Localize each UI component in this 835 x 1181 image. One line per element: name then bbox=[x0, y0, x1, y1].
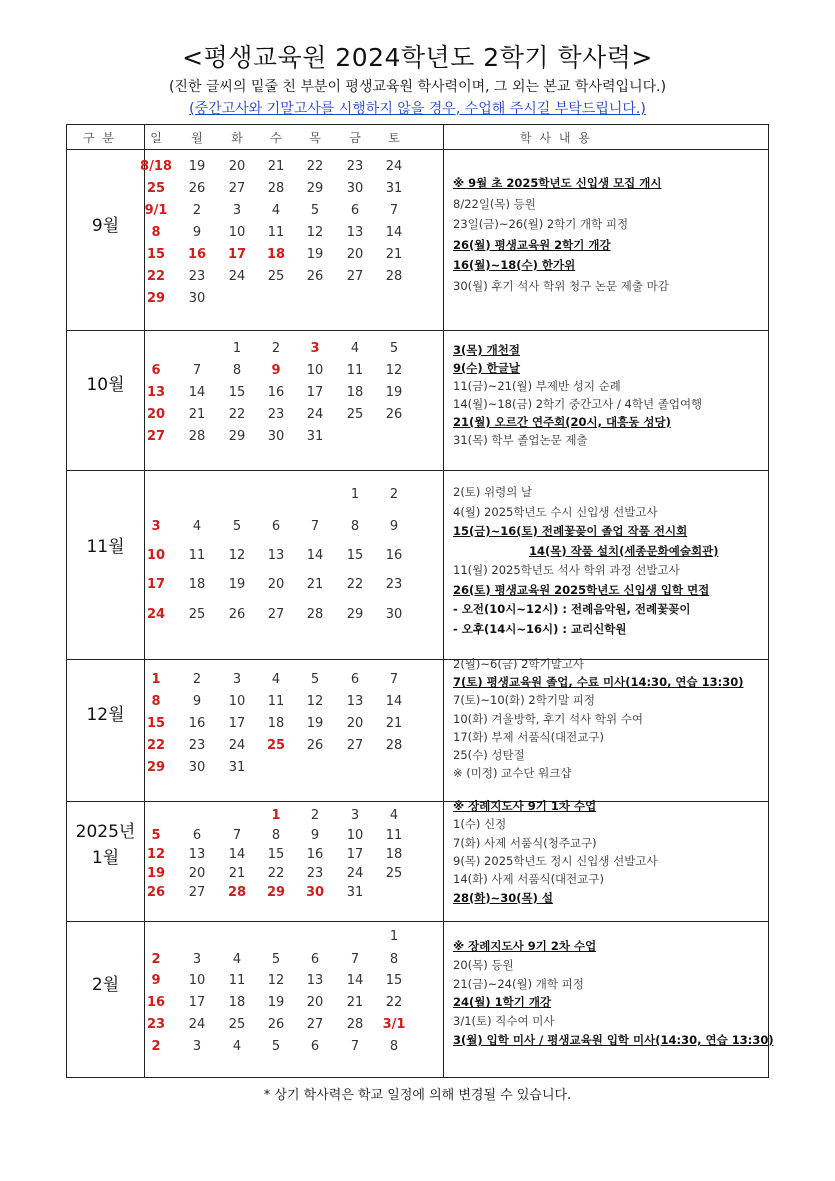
schedule-item: 3/1(토) 직수여 미사 bbox=[453, 1014, 555, 1029]
calendar-day: 12 bbox=[385, 363, 403, 378]
calendar-day: 4 bbox=[271, 672, 281, 687]
schedule-item: ※ (미정) 교수단 워크샵 bbox=[453, 766, 572, 781]
calendar-day: 18 bbox=[228, 995, 246, 1010]
calendar-day: 25 bbox=[385, 866, 403, 881]
calendar-day: 26 bbox=[228, 607, 246, 622]
calendar-day: 12 bbox=[267, 973, 285, 988]
calendar-day: 22 bbox=[346, 577, 364, 592]
calendar-day: 21 bbox=[267, 159, 285, 174]
calendar-day: 11 bbox=[228, 973, 246, 988]
calendar-day: 4 bbox=[271, 203, 281, 218]
calendar-day: 4 bbox=[350, 341, 360, 356]
schedule-item: 28(화)~30(목) 설 bbox=[453, 890, 553, 905]
calendar-day: 22 bbox=[306, 159, 324, 174]
calendar-day: 7 bbox=[310, 519, 320, 534]
calendar-day: 16 bbox=[267, 385, 285, 400]
schedule-item: 17(화) 부제 서품식(대전교구) bbox=[453, 729, 604, 744]
calendar-day: 16 bbox=[146, 995, 166, 1010]
calendar-day: 9 bbox=[151, 973, 161, 988]
header-weekday: 월 bbox=[191, 131, 203, 145]
calendar-day: 25 bbox=[188, 607, 206, 622]
calendar-day: 11 bbox=[346, 363, 364, 378]
calendar-day: 7 bbox=[350, 1039, 360, 1054]
calendar-day: 29 bbox=[146, 291, 166, 306]
calendar-day: 19 bbox=[385, 385, 403, 400]
schedule-item: 21(금)~24(월) 개학 피정 bbox=[453, 976, 584, 991]
schedule-item: 11(금)~21(월) 부제반 성지 순례 bbox=[453, 379, 621, 393]
schedule-item: 3(목) 개천절 bbox=[453, 343, 520, 357]
calendar-day: 27 bbox=[146, 429, 166, 444]
calendar-day: 16 bbox=[306, 847, 324, 862]
calendar-day: 23 bbox=[306, 866, 324, 881]
schedule-item: 23일(금)~26(월) 2학기 개학 피정 bbox=[453, 217, 629, 231]
calendar-day: 24 bbox=[306, 407, 324, 422]
schedule-item: 31(목) 학부 졸업논문 제출 bbox=[453, 433, 588, 447]
schedule-item: ※ 9월 초 2025학년도 신입생 모집 개시 bbox=[453, 176, 662, 190]
calendar-day: 18 bbox=[266, 247, 286, 262]
calendar-day: 14 bbox=[188, 385, 206, 400]
calendar-day: 25 bbox=[146, 181, 166, 196]
calendar-day: 18 bbox=[267, 716, 285, 731]
calendar-day: 2 bbox=[151, 952, 161, 967]
section-divider bbox=[67, 470, 768, 471]
calendar-day: 29 bbox=[306, 181, 324, 196]
calendar-day: 20 bbox=[306, 995, 324, 1010]
month-label: 9월 bbox=[91, 216, 120, 236]
calendar-day: 17 bbox=[227, 247, 247, 262]
calendar-day: 27 bbox=[267, 607, 285, 622]
calendar-day: 26 bbox=[306, 738, 324, 753]
calendar-day: 5 bbox=[389, 341, 399, 356]
calendar-day: 19 bbox=[267, 995, 285, 1010]
calendar-day: 29 bbox=[266, 885, 286, 900]
calendar-day: 8 bbox=[271, 828, 281, 843]
calendar-day: 8/18 bbox=[140, 159, 172, 174]
month-label: 10월 bbox=[86, 375, 125, 395]
month-label: 2월 bbox=[91, 975, 120, 995]
calendar-day: 25 bbox=[266, 738, 286, 753]
calendar-day: 26 bbox=[306, 269, 324, 284]
calendar-day: 16 bbox=[385, 548, 403, 563]
calendar-day: 11 bbox=[267, 694, 285, 709]
calendar-day: 22 bbox=[267, 866, 285, 881]
calendar-day: 8 bbox=[232, 363, 242, 378]
calendar-day: 7 bbox=[389, 672, 399, 687]
schedule-item: 14(목) 작품 설치(세종문화예술회관) bbox=[529, 543, 719, 558]
calendar-day: 27 bbox=[306, 1017, 324, 1032]
calendar-day: 26 bbox=[385, 407, 403, 422]
calendar-day: 2 bbox=[389, 487, 399, 502]
calendar-day: 12 bbox=[306, 225, 324, 240]
schedule-item: 7(토) 평생교육원 졸업, 수료 미사(14:30, 연습 13:30) bbox=[453, 675, 744, 690]
calendar-day: 13 bbox=[267, 548, 285, 563]
calendar-day: 14 bbox=[346, 973, 364, 988]
header-content: 학 사 내 용 bbox=[520, 131, 592, 145]
calendar-day: 12 bbox=[146, 847, 166, 862]
calendar-day: 3 bbox=[310, 341, 320, 356]
column-divider bbox=[144, 125, 145, 1077]
calendar-day: 26 bbox=[267, 1017, 285, 1032]
calendar-day: 14 bbox=[228, 847, 246, 862]
schedule-item: ※ 장례지도사 9기 2차 수업 bbox=[453, 939, 597, 953]
month-label: 11월 bbox=[86, 537, 125, 557]
calendar-day: 9 bbox=[192, 694, 202, 709]
calendar-day: 27 bbox=[188, 885, 206, 900]
calendar-day: 6 bbox=[151, 363, 161, 378]
calendar-day: 20 bbox=[346, 716, 364, 731]
schedule-item: 24(월) 1학기 개강 bbox=[453, 995, 552, 1010]
calendar-day: 23 bbox=[385, 577, 403, 592]
calendar-day: 30 bbox=[305, 885, 325, 900]
calendar-day: 9 bbox=[310, 828, 320, 843]
calendar-day: 28 bbox=[227, 885, 247, 900]
calendar-day: 24 bbox=[228, 738, 246, 753]
calendar-day: 18 bbox=[385, 847, 403, 862]
calendar-day: 7 bbox=[389, 203, 399, 218]
calendar-day: 13 bbox=[346, 225, 364, 240]
header-weekday: 금 bbox=[349, 131, 361, 145]
calendar-day: 22 bbox=[385, 995, 403, 1010]
header-weekday: 목 bbox=[309, 131, 321, 145]
calendar-day: 28 bbox=[267, 181, 285, 196]
schedule-item: 21(월) 오르간 연주회(20시, 대흥동 성당) bbox=[453, 415, 671, 429]
calendar-day: 30 bbox=[188, 291, 206, 306]
calendar-day: 28 bbox=[306, 607, 324, 622]
calendar-day: 27 bbox=[346, 738, 364, 753]
schedule-item: 9(수) 한글날 bbox=[453, 361, 520, 375]
calendar-day: 3 bbox=[232, 672, 242, 687]
calendar-day: 8 bbox=[151, 694, 161, 709]
calendar-day: 20 bbox=[228, 159, 246, 174]
schedule-item: 7(화) 사제 서품식(청주교구) bbox=[453, 835, 597, 850]
calendar-day: 20 bbox=[146, 407, 166, 422]
calendar-day: 31 bbox=[306, 429, 324, 444]
calendar-day: 31 bbox=[385, 181, 403, 196]
calendar-day: 24 bbox=[188, 1017, 206, 1032]
month-label: 2025년 1월 bbox=[75, 822, 136, 868]
schedule-item: 16(월)~18(수) 한가위 bbox=[453, 258, 576, 272]
section-divider bbox=[67, 659, 768, 660]
calendar-day: 6 bbox=[310, 1039, 320, 1054]
section-divider bbox=[67, 921, 768, 922]
calendar-day: 7 bbox=[232, 828, 242, 843]
calendar-day: 28 bbox=[346, 1017, 364, 1032]
schedule-item: - 오전(10시~12시) : 전례음악원, 전례꽃꽂이 bbox=[453, 602, 691, 616]
calendar-day: 10 bbox=[146, 548, 166, 563]
calendar-day: 22 bbox=[146, 738, 166, 753]
calendar-day: 13 bbox=[146, 385, 166, 400]
calendar-day: 31 bbox=[346, 885, 364, 900]
header-weekday: 일 bbox=[150, 131, 162, 145]
calendar-table bbox=[66, 124, 774, 1078]
calendar-day: 6 bbox=[192, 828, 202, 843]
calendar-day: 8 bbox=[350, 519, 360, 534]
calendar-day: 23 bbox=[188, 269, 206, 284]
calendar-day: 27 bbox=[228, 181, 246, 196]
calendar-day: 3 bbox=[192, 1039, 202, 1054]
calendar-day: 15 bbox=[146, 716, 166, 731]
calendar-day: 26 bbox=[146, 885, 166, 900]
calendar-day: 15 bbox=[346, 548, 364, 563]
schedule-item: 14(화) 사제 서품식(대전교구) bbox=[453, 872, 604, 887]
calendar-day: 9 bbox=[192, 225, 202, 240]
schedule-item: 15(금)~16(토) 전례꽃꽂이 졸업 작품 전시회 bbox=[453, 524, 688, 538]
calendar-day: 28 bbox=[188, 429, 206, 444]
calendar-day: 22 bbox=[146, 269, 166, 284]
schedule-item: 3(월) 입학 미사 / 평생교육원 입학 미사(14:30, 연습 13:30) bbox=[453, 1033, 774, 1047]
schedule-item: 9(목) 2025학년도 정시 신입생 선발고사 bbox=[453, 853, 658, 868]
calendar-day: 20 bbox=[267, 577, 285, 592]
calendar-day: 13 bbox=[306, 973, 324, 988]
schedule-item: - 오후(14시~16시) : 교리신학원 bbox=[453, 621, 627, 636]
calendar-day: 23 bbox=[346, 159, 364, 174]
calendar-day: 17 bbox=[346, 847, 364, 862]
calendar-day: 18 bbox=[188, 577, 206, 592]
calendar-day: 9 bbox=[389, 519, 399, 534]
calendar-day: 2 bbox=[271, 341, 281, 356]
calendar-day: 1 bbox=[389, 929, 399, 944]
subtitle-notice: (중간고사와 기말고사를 시행하지 않을 경우, 수업해 주시길 부탁드립니다.) bbox=[189, 101, 646, 117]
schedule-item: 2(토) 위령의 날 bbox=[453, 485, 533, 499]
calendar-day: 2 bbox=[192, 672, 202, 687]
calendar-day: 17 bbox=[306, 385, 324, 400]
column-divider bbox=[443, 125, 444, 1077]
calendar-day: 1 bbox=[271, 808, 281, 823]
schedule-item: 8/22일(목) 등원 bbox=[453, 196, 536, 211]
calendar-day: 4 bbox=[389, 808, 399, 823]
calendar-day: 5 bbox=[310, 203, 320, 218]
calendar-day: 10 bbox=[228, 225, 246, 240]
calendar-day: 21 bbox=[346, 995, 364, 1010]
header-weekday: 수 bbox=[270, 131, 282, 145]
calendar-day: 3 bbox=[232, 203, 242, 218]
calendar-day: 5 bbox=[271, 952, 281, 967]
calendar-day: 12 bbox=[228, 548, 246, 563]
calendar-day: 10 bbox=[188, 973, 206, 988]
calendar-day: 7 bbox=[350, 952, 360, 967]
calendar-day: 13 bbox=[188, 847, 206, 862]
header-divider bbox=[67, 149, 768, 150]
calendar-day: 5 bbox=[151, 828, 161, 843]
page-title: <평생교육원 2024학년도 2학기 학사력> bbox=[182, 43, 653, 72]
header-weekday: 토 bbox=[388, 131, 400, 145]
calendar-day: 30 bbox=[385, 607, 403, 622]
calendar-day: 15 bbox=[267, 847, 285, 862]
calendar-day: 29 bbox=[346, 607, 364, 622]
schedule-item: 30(월) 후기 석사 학위 청구 논문 제출 마감 bbox=[453, 278, 669, 293]
calendar-day: 22 bbox=[228, 407, 246, 422]
calendar-day: 29 bbox=[146, 760, 166, 775]
calendar-day: 25 bbox=[267, 269, 285, 284]
calendar-day: 16 bbox=[187, 247, 207, 262]
calendar-day: 11 bbox=[385, 828, 403, 843]
calendar-day: 17 bbox=[188, 995, 206, 1010]
calendar-day: 2 bbox=[192, 203, 202, 218]
calendar-day: 20 bbox=[188, 866, 206, 881]
calendar-day: 13 bbox=[346, 694, 364, 709]
calendar-day: 17 bbox=[146, 577, 166, 592]
calendar-day: 2 bbox=[310, 808, 320, 823]
calendar-day: 23 bbox=[267, 407, 285, 422]
schedule-item: 11(월) 2025학년도 석사 학위 과정 선발고사 bbox=[453, 563, 680, 577]
calendar-day: 19 bbox=[306, 716, 324, 731]
calendar-day: 21 bbox=[306, 577, 324, 592]
calendar-day: 6 bbox=[350, 203, 360, 218]
schedule-item: 2(월)~6(금) 2학기말고사 bbox=[453, 657, 584, 671]
calendar-day: 11 bbox=[267, 225, 285, 240]
calendar-day: 15 bbox=[146, 247, 166, 262]
calendar-day: 10 bbox=[228, 694, 246, 709]
schedule-item: 4(월) 2025학년도 수시 신입생 선발고사 bbox=[453, 504, 658, 519]
calendar-day: 30 bbox=[346, 181, 364, 196]
header-category: 구 분 bbox=[83, 131, 116, 145]
section-divider bbox=[67, 330, 768, 331]
header-weekday: 화 bbox=[231, 131, 243, 145]
subtitle-legend: (진한 글씨의 밑줄 친 부분이 평생교육원 학사력이며, 그 외는 본교 학사력입니다.) bbox=[168, 79, 667, 95]
calendar-day: 8 bbox=[151, 225, 161, 240]
calendar-day: 25 bbox=[228, 1017, 246, 1032]
calendar-day: 31 bbox=[228, 760, 246, 775]
calendar-day: 2 bbox=[151, 1039, 161, 1054]
calendar-day: 5 bbox=[271, 1039, 281, 1054]
calendar-day: 10 bbox=[346, 828, 364, 843]
calendar-day: 12 bbox=[306, 694, 324, 709]
calendar-day: 17 bbox=[228, 716, 246, 731]
calendar-day: 8 bbox=[389, 1039, 399, 1054]
calendar-day: 30 bbox=[188, 760, 206, 775]
calendar-day: 14 bbox=[306, 548, 324, 563]
schedule-item: ※ 장례지도사 9기 1차 수업 bbox=[453, 799, 597, 813]
calendar-day: 15 bbox=[385, 973, 403, 988]
calendar-day: 5 bbox=[232, 519, 242, 534]
calendar-day: 21 bbox=[385, 716, 403, 731]
calendar-day: 28 bbox=[385, 269, 403, 284]
calendar-day: 25 bbox=[346, 407, 364, 422]
calendar-day: 24 bbox=[146, 607, 166, 622]
footnote: * 상기 학사력은 학교 일정에 의해 변경될 수 있습니다. bbox=[263, 1088, 572, 1103]
calendar-day: 30 bbox=[267, 429, 285, 444]
calendar-day: 7 bbox=[192, 363, 202, 378]
schedule-item: 26(토) 평생교육원 2025학년도 신입생 입학 면접 bbox=[453, 582, 710, 597]
calendar-day: 3 bbox=[192, 952, 202, 967]
calendar-day: 19 bbox=[306, 247, 324, 262]
calendar-day: 23 bbox=[188, 738, 206, 753]
calendar-day: 18 bbox=[346, 385, 364, 400]
calendar-day: 4 bbox=[192, 519, 202, 534]
calendar-day: 4 bbox=[232, 1039, 242, 1054]
calendar-day: 24 bbox=[385, 159, 403, 174]
calendar-day: 21 bbox=[385, 247, 403, 262]
calendar-day: 9/1 bbox=[144, 203, 168, 218]
calendar-day: 19 bbox=[228, 577, 246, 592]
calendar-day: 8 bbox=[389, 952, 399, 967]
schedule-item: 1(수) 신정 bbox=[453, 817, 507, 832]
section-divider bbox=[67, 801, 768, 802]
schedule-item: 26(월) 평생교육원 2학기 개강 bbox=[453, 237, 611, 252]
calendar-day: 3/1 bbox=[382, 1017, 406, 1032]
calendar-day: 6 bbox=[350, 672, 360, 687]
month-label: 12월 bbox=[86, 705, 125, 725]
schedule-item: 20(목) 등원 bbox=[453, 957, 514, 972]
schedule-item: 10(화) 겨울방학, 후기 석사 학위 수여 bbox=[453, 711, 643, 726]
calendar-day: 16 bbox=[188, 716, 206, 731]
calendar-day: 27 bbox=[346, 269, 364, 284]
calendar-day: 9 bbox=[271, 363, 281, 378]
calendar-day: 24 bbox=[346, 866, 364, 881]
calendar-day: 5 bbox=[310, 672, 320, 687]
calendar-day: 14 bbox=[385, 225, 403, 240]
calendar-day: 15 bbox=[228, 385, 246, 400]
calendar-day: 24 bbox=[228, 269, 246, 284]
calendar-day: 1 bbox=[350, 487, 360, 502]
calendar-day: 4 bbox=[232, 952, 242, 967]
calendar-day: 20 bbox=[346, 247, 364, 262]
calendar-day: 6 bbox=[310, 952, 320, 967]
calendar-day: 3 bbox=[350, 808, 360, 823]
calendar-day: 1 bbox=[232, 341, 242, 356]
calendar-day: 21 bbox=[228, 866, 246, 881]
calendar-day: 28 bbox=[385, 738, 403, 753]
calendar-day: 1 bbox=[151, 672, 161, 687]
calendar-day: 3 bbox=[151, 519, 161, 534]
calendar-day: 6 bbox=[271, 519, 281, 534]
calendar-day: 21 bbox=[188, 407, 206, 422]
schedule-item: 7(토)~10(화) 2학기말 피정 bbox=[453, 693, 595, 708]
calendar-day: 29 bbox=[228, 429, 246, 444]
calendar-day: 14 bbox=[385, 694, 403, 709]
calendar-day: 10 bbox=[306, 363, 324, 378]
calendar-day: 19 bbox=[146, 866, 166, 881]
calendar-day: 26 bbox=[188, 181, 206, 196]
calendar-day: 23 bbox=[146, 1017, 166, 1032]
calendar-day: 11 bbox=[188, 548, 206, 563]
schedule-item: 14(월)~18(금) 2학기 중간고사 / 4학년 졸업여행 bbox=[453, 397, 703, 411]
schedule-item: 25(수) 성탄절 bbox=[453, 748, 525, 762]
calendar-day: 19 bbox=[188, 159, 206, 174]
